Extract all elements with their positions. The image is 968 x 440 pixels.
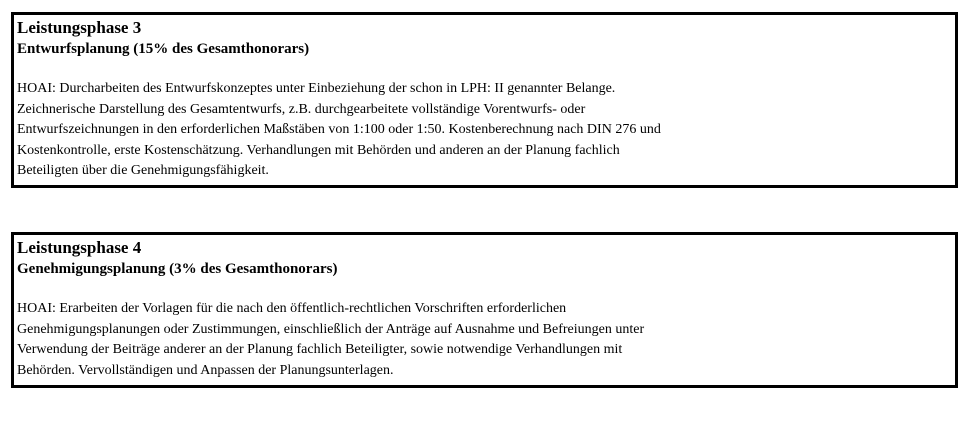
phase-subtitle: Genehmigungsplanung (3% des Gesamthonorars) (17, 261, 338, 277)
description-line: Entwurfszeichnungen in den erforderlichen Maßstäben von 1:100 oder 1:50. Kostenberechnung nach DIN 276 und (17, 122, 661, 137)
description-line: HOAI: Erarbeiten der Vorlagen für die nach den öffentlich-rechtlichen Vorschriften erforderlichen (17, 301, 567, 316)
description-line: HOAI: Durcharbeiten des Entwurfskonzeptes unter Einbeziehung der schon in LPH: II genannter Belange. (17, 81, 616, 96)
phase-subtitle: Entwurfsplanung (15% des Gesamthonorars) (17, 41, 310, 57)
phase-box-3 (11, 12, 958, 188)
phase-title: Leistungsphase 4 (17, 238, 142, 257)
description-line: Genehmigungsplanungen oder Zustimmungen, einschließlich der Anträge auf Ausnahme und Befreiungen unter (17, 321, 645, 337)
description-line: Beteiligten über die Genehmigungsfähigkeit. (17, 163, 269, 178)
description-line: Zeichnerische Darstellung des Gesamtentwurfs, z.B. durchgearbeitete vollständige Vorentwurfs- oder (17, 101, 586, 117)
phase-title: Leistungsphase 3 (17, 18, 142, 37)
description-line: Behörden. Vervollständigen und Anpassen der Planungsunterlagen. (17, 362, 394, 378)
phase-description (17, 299, 955, 381)
phase-box-4 (11, 232, 958, 388)
description-line: Verwendung der Beiträge anderer an der Planung fachlich Beteiligter, sowie notwendige Verhandlungen mit (17, 342, 623, 357)
description-line: Kostenkontrolle, erste Kostenschätzung. Verhandlungen mit Behörden und anderen an der Planung fachlich (17, 142, 620, 158)
phase-description (17, 79, 955, 182)
